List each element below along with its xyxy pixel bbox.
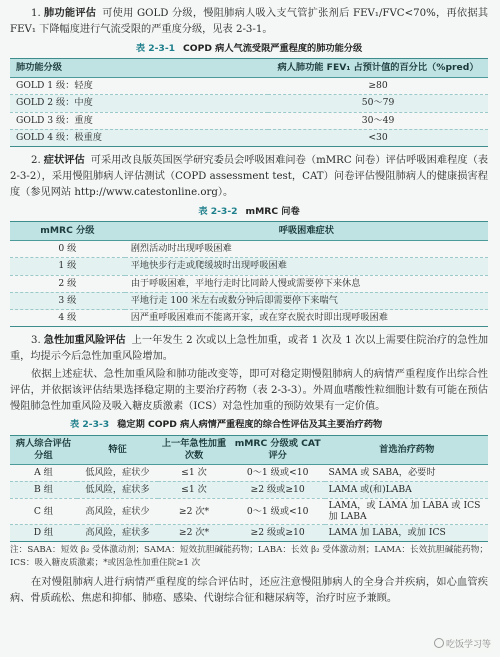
table-cell: <30 [268, 129, 488, 146]
table-cell: B 组 [10, 481, 77, 498]
table-row [10, 275, 488, 292]
table-cell: 平地行走 100 米左右或数分钟后即需要停下来喘气 [125, 292, 488, 309]
table-cell: 50～79 [268, 95, 488, 112]
table-row [10, 481, 488, 498]
watermark [431, 638, 494, 653]
table-2-number: 表 2-3-2 [198, 205, 238, 217]
table-cell: 因严重呼吸困难而不能离开家，或在穿衣脱衣时即出现呼吸困难 [125, 310, 488, 327]
table-2-header-row [10, 221, 488, 240]
table-3-note: 注：SABA：短效 β₂ 受体激动剂；SAMA：短效抗胆碱能药物；LABA：长效 β₂ 受体激动剂；LAMA：长效抗胆碱能药物；ICS：吸入糖皮质激素；*或因急性加重住院≥1 次 [10, 545, 488, 568]
table-2 [10, 221, 488, 328]
table-cell: ≥2 次* [158, 498, 230, 525]
table-row [10, 78, 488, 95]
table-cell: GOLD 1 级：轻度 [10, 78, 268, 95]
table-cell: 3 级 [10, 292, 125, 309]
table-3 [10, 435, 488, 543]
table-1-header-row [10, 58, 488, 77]
section-3-number: 3. [31, 335, 41, 347]
section-1-number: 1. [31, 8, 41, 19]
table-cell: LAMA 或(和)LABA [325, 481, 488, 498]
table-cell: 平地快步行走或爬缓坡时出现呼吸困难 [125, 258, 488, 275]
table-row [10, 525, 488, 542]
table-cell: A 组 [10, 464, 77, 481]
table-cell: ≤1 次 [158, 481, 230, 498]
table-3-number: 表 2-3-3 [70, 419, 110, 431]
table-cell: 高风险，症状多 [77, 525, 158, 542]
table-row [10, 95, 488, 112]
section-1-title: 肺功能评估 [43, 8, 97, 19]
table-cell: 高风险，症状少 [77, 498, 158, 525]
table-cell: ≥2 级或≥10 [230, 481, 326, 498]
table-cell: 由于呼吸困难，平地行走时比同龄人慢或需要停下来休息 [125, 275, 488, 292]
section-3-text: 上一年发生 2 次或以上急性加重，或者 1 次及 1 次以上需要住院治疗的急性加重，均提示今后急性加重风险增加。 [10, 335, 489, 363]
table-3-caption [10, 418, 488, 432]
table-row [10, 292, 488, 309]
section-2-paragraph [10, 153, 488, 200]
table-row [10, 498, 488, 525]
table-3-header: 病人综合评估分组 [10, 435, 77, 464]
table-cell: LAMA 加 LABA，或加 ICS [325, 525, 488, 542]
section-1-text: 可使用 GOLD 分级，慢阻肺病人吸入支气管扩张剂后 FEV₁/FVC<70%，再依据其 FEV₁ 下降幅度进行气流受限的严重度分级，见表 2-3-1。 [10, 8, 489, 35]
section-1-paragraph [10, 6, 488, 38]
table-3-header-row [10, 435, 488, 464]
table-2-title: mMRC 问卷 [245, 205, 300, 217]
table-1-header: 肺功能分级 [10, 58, 268, 77]
table-row [10, 464, 488, 481]
table-cell: ≥80 [268, 78, 488, 95]
watermark-icon [434, 638, 444, 648]
table-1-caption [10, 42, 488, 56]
table-cell: GOLD 4 级：极重度 [10, 129, 268, 146]
table-1-header: 病人肺功能 FEV₁ 占预计值的百分比（%pred） [268, 58, 488, 77]
table-row [10, 129, 488, 146]
combined-assessment-paragraph: 依据上述症状、急性加重风险和肺功能改变等，即可对稳定期慢阻肺病人的病情严重程度作出综合性评估，并依据该评估结果选择稳定期的主要治疗药物（表 2-3-3）。外周血嗜酸性粒细胞计数有可能在预估慢阻肺急性加重风险及吸入糖皮质激素（ICS）对急性加重的预防效果有一定价值。 [10, 368, 488, 412]
table-row [10, 310, 488, 327]
section-3-title: 急性加重风险评估 [43, 335, 126, 347]
table-row [10, 112, 488, 129]
table-cell: D 组 [10, 525, 77, 542]
table-3-header: 上一年急性加重次数 [158, 435, 230, 464]
table-3-title: 稳定期 COPD 病人病情严重程度的综合性评估及其主要治疗药物 [117, 419, 383, 431]
table-3-header: mMRC 分级或 CAT 评分 [230, 435, 326, 464]
table-3-header: 特征 [77, 435, 158, 464]
table-1-number: 表 2-3-1 [135, 42, 176, 54]
table-cell: C 组 [10, 498, 77, 525]
table-row [10, 241, 488, 258]
table-cell: 0～1 级或<10 [230, 498, 326, 525]
table-2-header: 呼吸困难症状 [125, 221, 488, 240]
section-3-paragraph [10, 333, 488, 365]
table-cell: ≥2 级或≥10 [230, 525, 326, 542]
table-3-header: 首选治疗药物 [325, 435, 488, 464]
section-2-title: 症状评估 [43, 155, 85, 167]
table-cell: 4 级 [10, 310, 125, 327]
table-cell: 低风险，症状少 [77, 464, 158, 481]
section-2-number: 2. [31, 155, 41, 167]
section-2-text: 可采用改良版英国医学研究委员会呼吸困难问卷（mMRC 问卷）评估呼吸困难程度（表 2-3-2），采用慢阻肺病人评估测试（COPD assessment test，CAT）问卷评估慢阻肺病人的健康损害程度（参见网站 http://www.catestonline.org）。 [10, 155, 489, 198]
table-cell: 低风险，症状多 [77, 481, 158, 498]
table-row [10, 258, 488, 275]
closing-paragraph: 在对慢阻肺病人进行病情严重程度的综合评估时，还应注意慢阻肺病人的全身合并疾病，如心血管疾病、骨质疏松、焦虑和抑郁、肺癌、感染、代谢综合征和糖尿病等，治疗时应予兼顾。 [10, 577, 488, 605]
table-cell: 剧烈活动时出现呼吸困难 [125, 241, 488, 258]
table-cell: 0 级 [10, 241, 125, 258]
table-cell: SAMA 或 SABA，必要时 [325, 464, 488, 481]
table-2-caption [10, 205, 488, 219]
table-cell: GOLD 3 级：重度 [10, 112, 268, 129]
table-1-title: COPD 病人气流受限严重程度的肺功能分级 [183, 42, 363, 54]
table-1 [10, 58, 488, 147]
table-cell: ≥2 次* [158, 525, 230, 542]
table-cell: 30～49 [268, 112, 488, 129]
watermark-text: 吃饭学习等 [445, 640, 491, 651]
table-cell: ≤1 次 [158, 464, 230, 481]
table-cell: 2 级 [10, 275, 125, 292]
table-cell: 0～1 级或<10 [230, 464, 326, 481]
table-cell: GOLD 2 级：中度 [10, 95, 268, 112]
table-cell: 1 级 [10, 258, 125, 275]
table-cell: LAMA，或 LAMA 加 LABA 或 ICS 加 LABA [325, 498, 488, 525]
table-2-header: mMRC 分级 [10, 221, 125, 240]
